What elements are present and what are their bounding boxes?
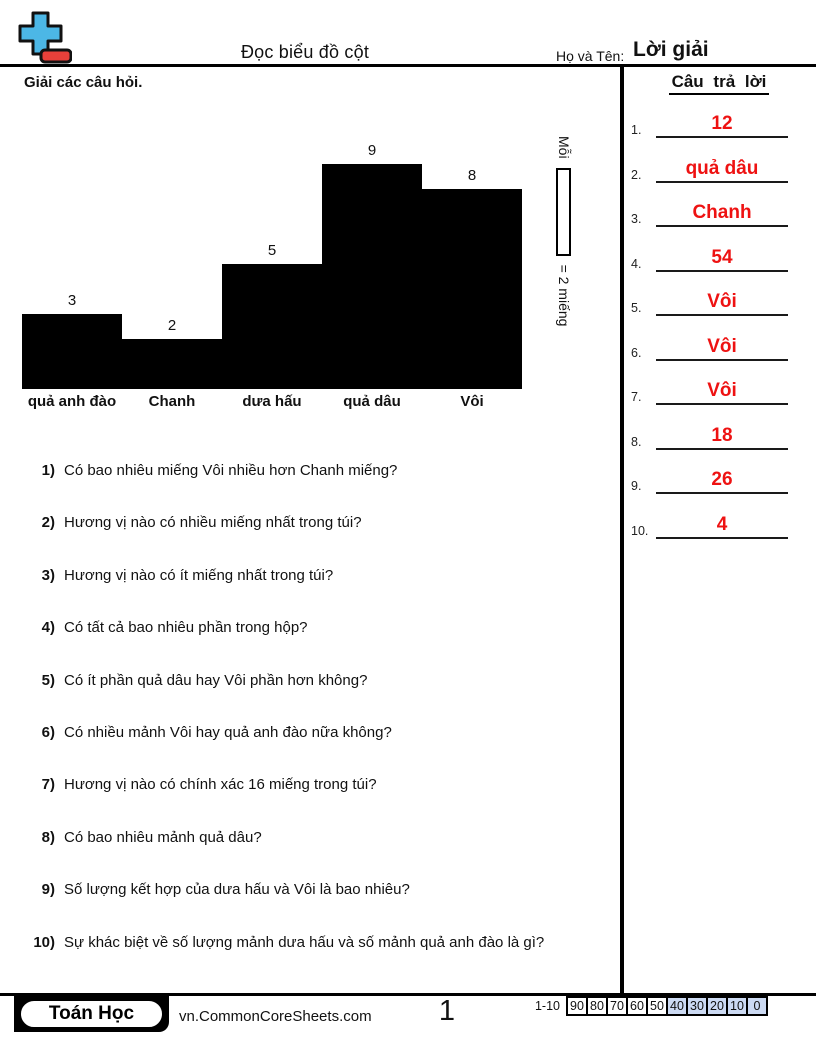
question-text: Có nhiều mảnh Vôi hay quả anh đào nữa không? (64, 724, 392, 741)
answer-row (631, 156, 788, 183)
answer-number: 9. (631, 479, 642, 494)
chart-legend (550, 136, 578, 342)
answer-number: 4. (631, 256, 642, 271)
answer-number: 5. (631, 301, 642, 316)
score-cell: 50 (646, 996, 668, 1016)
bar-value-label: 8 (467, 167, 477, 184)
category-label: quả dâu (343, 393, 401, 410)
question-row (26, 880, 622, 900)
legend-unit-box (557, 168, 572, 256)
answer-line (656, 201, 788, 227)
answer-number: 7. (631, 390, 642, 405)
question-text: Sự khác biệt về số lượng mảnh dưa hấu và số mảnh quả anh đào là gì? (64, 933, 545, 951)
answer-key-value: Lời giải (633, 38, 709, 61)
answer-value: Vôi (707, 335, 737, 357)
score-cell: 0 (746, 996, 768, 1016)
answer-value: 54 (711, 246, 733, 268)
answer-row (631, 200, 788, 227)
question-text: Có ít phần quả dâu hay Vôi phần hơn không? (64, 671, 368, 689)
question-text: Có bao nhiêu mảnh quả dâu? (64, 828, 262, 846)
question-number: 6) (41, 724, 55, 741)
question-row (26, 618, 622, 638)
answer-line (656, 424, 788, 450)
score-cell: 80 (586, 996, 608, 1016)
question-row (26, 775, 622, 795)
question-text: Hương vị nào có ít miếng nhất trong túi? (64, 566, 334, 584)
answer-number: 1. (631, 123, 642, 137)
answer-number: 8. (631, 434, 642, 449)
answer-row (631, 512, 788, 539)
question-row (26, 828, 622, 848)
answer-row (631, 289, 788, 316)
instruction-text: Giải các câu hỏi. (24, 74, 143, 91)
question-number: 5) (41, 671, 55, 689)
answers-panel (622, 0, 816, 1056)
answer-line (656, 112, 788, 138)
question-row (26, 671, 622, 691)
bar-Vôi (422, 189, 522, 389)
name-label: Họ và Tên: (556, 48, 625, 64)
site-url: vn.CommonCoreSheets.com (179, 1008, 372, 1025)
answer-value: Vôi (707, 291, 737, 313)
question-text: Có tất cả bao nhiêu phần trong hộp? (64, 619, 308, 637)
answer-value: Vôi (707, 380, 737, 402)
answer-number: 10. (631, 523, 649, 538)
answer-number: 3. (631, 212, 642, 227)
score-cell: 10 (726, 996, 748, 1016)
question-number: 3) (41, 566, 55, 584)
answer-line (656, 246, 788, 272)
answer-value: 18 (711, 424, 733, 446)
worksheet-title: Đọc biểu đồ cột (240, 42, 370, 62)
category-label: Vôi (460, 393, 484, 410)
category-label: dưa hấu (242, 393, 302, 410)
category-label: quả anh đào (27, 393, 117, 410)
bar-quả anh đào (22, 314, 122, 389)
subject-badge-label: Toán Học (19, 999, 164, 1029)
question-number: 9) (41, 881, 55, 899)
legend-suffix: = 2 miếng (556, 264, 572, 327)
score-cell: 90 (566, 996, 588, 1016)
bar-value-label: 2 (167, 317, 177, 334)
question-text: Hương vị nào có nhiều miếng nhất trong túi? (64, 514, 362, 532)
question-number: 4) (41, 619, 55, 637)
subject-badge (14, 996, 169, 1032)
answer-line (656, 513, 788, 539)
answer-line (656, 379, 788, 405)
bar-value-label: 3 (67, 292, 77, 309)
question-text: Có bao nhiêu miếng Vôi nhiều hơn Chanh miếng? (64, 462, 398, 479)
bar-quả dâu (322, 164, 422, 389)
answer-line (656, 468, 788, 494)
question-number: 1) (41, 462, 55, 479)
answer-number: 2. (631, 167, 642, 182)
question-number: 8) (41, 828, 55, 846)
page-number: 1 (438, 995, 456, 1027)
score-table (566, 996, 768, 1016)
answer-value: 26 (711, 469, 733, 491)
answer-line (656, 290, 788, 316)
question-row (26, 513, 622, 533)
bar-value-label: 9 (367, 142, 377, 159)
bar-chart (22, 139, 522, 389)
question-number: 10) (33, 933, 55, 951)
answer-row (631, 245, 788, 272)
answer-row (631, 111, 788, 138)
answer-value: Chanh (692, 202, 752, 224)
bar-Chanh (122, 339, 222, 389)
answer-line (656, 335, 788, 361)
score-cell: 30 (686, 996, 708, 1016)
score-cell: 60 (626, 996, 648, 1016)
question-row (26, 461, 622, 481)
answer-value: 4 (716, 513, 728, 535)
question-number: 2) (41, 514, 55, 532)
score-range-label: 1-10 (534, 999, 560, 1013)
answer-row (631, 378, 788, 405)
question-row (26, 566, 622, 586)
answer-row (631, 467, 788, 494)
answer-row (631, 334, 788, 361)
answer-number: 6. (631, 345, 642, 360)
question-row (26, 933, 622, 953)
question-text: Hương vị nào có chính xác 16 miếng trong túi? (64, 776, 377, 794)
answer-row (631, 423, 788, 450)
bar-dưa hấu (222, 264, 322, 389)
bar-value-label: 5 (267, 242, 277, 259)
score-cell: 40 (666, 996, 688, 1016)
answer-value: 12 (711, 113, 733, 134)
answers-heading: Câu trả lời (622, 72, 816, 95)
legend-prefix: Mỗi (556, 136, 572, 159)
category-label: Chanh (148, 393, 196, 410)
score-cell: 70 (606, 996, 628, 1016)
answer-value: quả dâu (685, 157, 759, 179)
question-row (26, 723, 622, 743)
score-cell: 20 (706, 996, 728, 1016)
question-number: 7) (41, 776, 55, 794)
answer-line (656, 157, 788, 183)
question-text: Số lượng kết hợp của dưa hấu và Vôi là bao nhiêu? (64, 881, 410, 899)
category-labels (22, 393, 522, 410)
